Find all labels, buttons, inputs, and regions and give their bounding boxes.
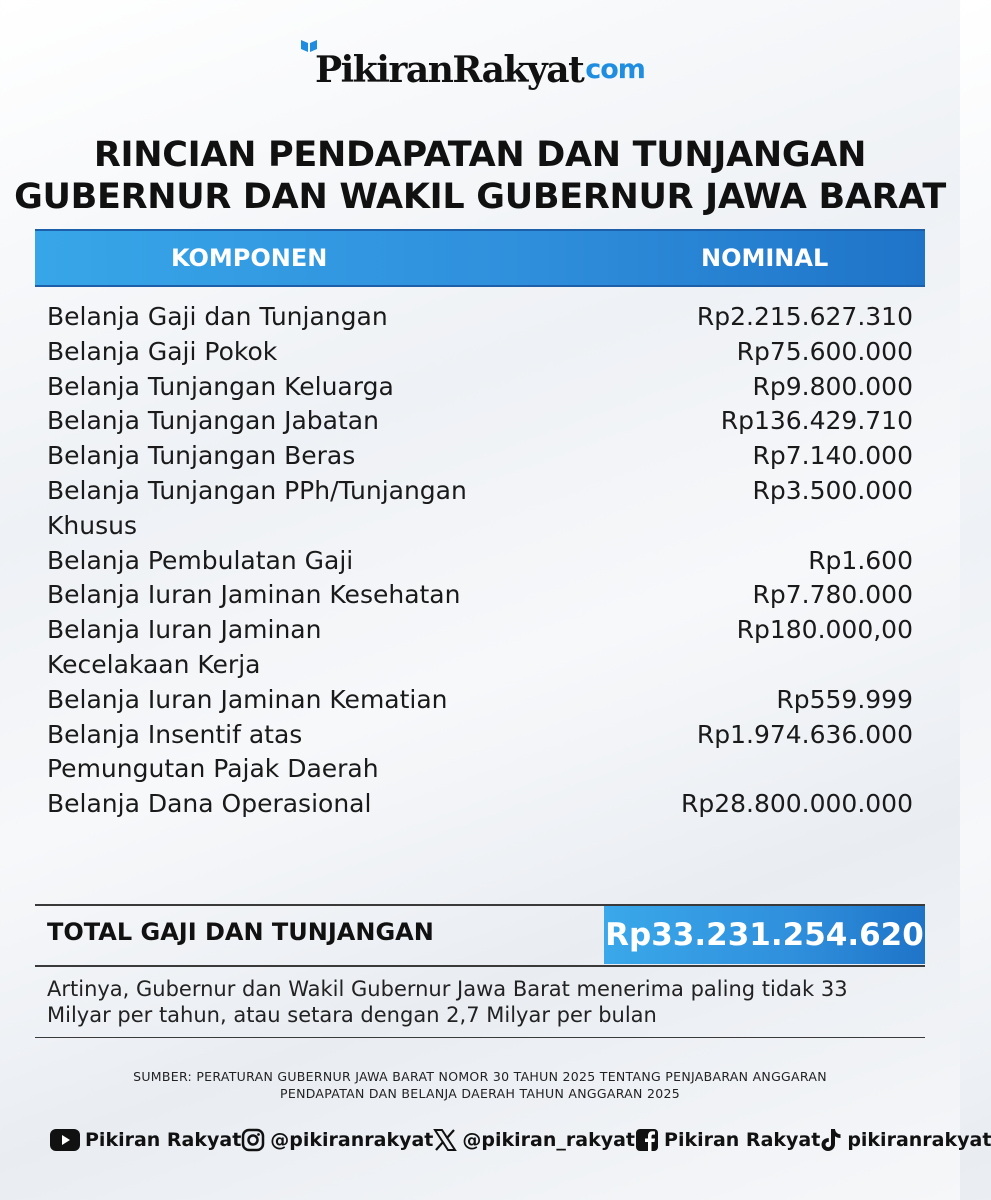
x-icon [433,1128,457,1152]
social-handle: @pikiran_rakyat [462,1129,636,1151]
table-row [47,718,913,788]
row-value: Rp1.974.636.000 [696,719,913,749]
total-label: TOTAL GAJI DAN TUNJANGAN [47,918,434,946]
row-value: Rp7.140.000 [752,441,913,471]
column-header-nominal: NOMINAL [701,244,829,272]
source-line-1: SUMBER: PERATURAN GUBERNUR JAWA BARAT NOMOR 30 TAHUN 2025 TENTANG PENJABARAN ANGGARAN [133,1069,827,1084]
row-label: Belanja Pembulatan Gaji [47,545,354,575]
row-label: Belanja Iuran Jaminan Kesehatan [47,580,461,610]
row-label: Belanja Iuran Jaminan Kematian [47,684,448,714]
social-instagram[interactable] [241,1128,433,1152]
divider-note [35,1037,925,1038]
title-line-2: GUBERNUR DAN WAKIL GUBERNUR JAWA BARAT [14,177,946,217]
row-label: Belanja Insentif atas Pemungutan Pajak Daerah [47,719,379,784]
divider-bottom-total [35,965,925,967]
column-header-component: KOMPONEN [171,244,328,272]
title-line-1: RINCIAN PENDAPATAN DAN TUNJANGAN [93,135,867,175]
social-youtube[interactable] [50,1129,241,1151]
row-label: Belanja Tunjangan Beras [47,441,356,471]
facebook-icon [635,1128,659,1152]
table-row [47,544,913,579]
page-title [0,134,960,218]
instagram-icon [241,1128,265,1152]
row-value: Rp75.600.000 [736,336,913,366]
table-row [47,370,913,405]
row-value: Rp559.999 [776,684,913,714]
row-value: Rp1.600 [808,545,913,575]
row-label: Belanja Tunjangan Keluarga [47,371,394,401]
social-tiktok[interactable] [820,1128,991,1152]
brand-logo [0,40,960,100]
row-value: Rp28.800.000.000 [680,789,913,819]
row-label: Belanja Tunjangan Jabatan [47,406,379,436]
social-handle: @pikiranrakyat [270,1129,434,1151]
source-line-2: PENDAPATAN DAN BELANJA DAERAH TAHUN ANGGARAN 2025 [280,1086,680,1101]
table-row [47,613,913,683]
social-links [50,1124,991,1156]
row-value: Rp3.500.000 [752,475,913,505]
source-citation [0,1068,960,1102]
row-label: Belanja Tunjangan PPh/Tunjangan Khusus [47,475,467,540]
table-row [47,439,913,474]
social-handle: Pikiran Rakyat [664,1129,821,1151]
table-header [35,229,925,287]
youtube-icon [50,1129,80,1151]
brand-suffix: com [585,54,645,85]
social-handle: pikiranrakyat [847,1129,991,1151]
row-value: Rp180.000,00 [736,615,913,645]
table-row [47,335,913,370]
table-row [47,474,913,544]
row-label: Belanja Dana Operasional [47,789,372,819]
tiktok-icon [820,1128,842,1152]
table-row [47,787,913,822]
social-handle: Pikiran Rakyat [85,1129,242,1151]
table-row [47,683,913,718]
brand-name: PikiranRakyat [315,49,584,91]
row-label: Belanja Gaji Pokok [47,336,278,366]
social-facebook[interactable] [635,1128,820,1152]
social-x[interactable] [433,1128,635,1152]
table-row [47,300,913,335]
row-value: Rp9.800.000 [752,371,913,401]
logo-book-icon [301,40,317,52]
summary-note: Artinya, Gubernur dan Wakil Gubernur Jawa Barat menerima paling tidak 33 Milyar per tahun, atau setara dengan 2,7 Milyar per bulan [47,977,848,1027]
table-row [47,578,913,613]
row-value: Rp7.780.000 [752,580,913,610]
row-label: Belanja Iuran Jaminan Kecelakaan Kerja [47,615,322,679]
table-row [47,404,913,439]
row-value: Rp136.429.710 [720,406,913,436]
row-label: Belanja Gaji dan Tunjangan [47,302,388,331]
row-value: Rp2.215.627.310 [696,302,913,331]
total-value: Rp33.231.254.620 [604,906,925,964]
table-body [47,300,913,822]
